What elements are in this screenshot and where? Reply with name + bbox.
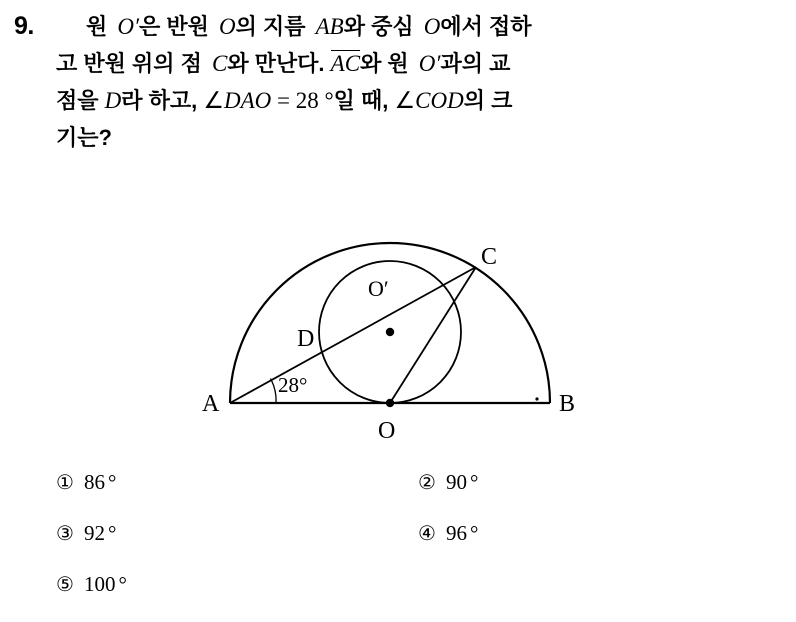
choice-3[interactable] <box>56 521 116 546</box>
q2-seg1: 고 반원 위의 점 <box>56 51 208 76</box>
label-o-prime: O′ <box>368 276 389 301</box>
q1-seg2: 은 반원 <box>139 14 216 39</box>
q2-math-oprime: O′ <box>418 51 441 76</box>
choice-3-unit: ° <box>107 521 117 545</box>
choice-4-value: 96 <box>445 521 467 545</box>
q1-math-oprime: O′ <box>117 14 140 39</box>
label-c: C <box>481 244 498 270</box>
question-line-4 <box>56 119 772 156</box>
point-o-dot <box>386 399 394 407</box>
q1-math-ab: AB <box>315 14 344 39</box>
q3-math-d: D <box>104 88 122 113</box>
choice-5-marker: ⑤ <box>56 574 74 596</box>
choice-1-value: 86 <box>83 470 105 494</box>
geometry-figure <box>150 196 650 446</box>
point-o-prime-dot <box>386 328 394 336</box>
question-number: 9. <box>14 12 34 40</box>
choice-1-unit: ° <box>107 470 117 494</box>
choice-3-marker: ③ <box>56 523 74 545</box>
question-line-1 <box>56 8 772 45</box>
figure-svg <box>150 196 650 446</box>
choice-1-marker: ① <box>56 472 74 494</box>
choice-5-value: 100 <box>83 572 116 596</box>
question-text <box>56 8 772 156</box>
q3-seg3: 일 때, <box>333 88 395 113</box>
q4-seg1: 기는? <box>56 125 112 150</box>
choice-1[interactable] <box>56 470 116 495</box>
q3-math-cod: COD <box>415 88 464 113</box>
q3-seg1: 점을 <box>56 88 105 113</box>
line-oc <box>390 267 476 403</box>
label-angle-28: 28° <box>278 373 308 397</box>
q3-angle-sym-1: ∠ <box>203 88 224 113</box>
label-b: B <box>559 391 576 417</box>
q2-seg2: 와 만난다. <box>227 51 331 76</box>
angle-arc-a <box>271 379 277 404</box>
q1-math-o: O <box>219 14 236 39</box>
q3-seg2: 라 하고, <box>121 88 204 113</box>
label-o: O <box>378 418 396 444</box>
q1-seg1: 원 <box>86 14 114 39</box>
choice-4-unit: ° <box>469 521 479 545</box>
q1-seg3: 의 지름 <box>235 14 312 39</box>
choice-5-unit: ° <box>118 572 127 596</box>
choice-4[interactable] <box>418 521 478 546</box>
q1-seg4: 와 중심 <box>343 14 420 39</box>
choice-3-value: 92 <box>83 521 105 545</box>
q2-seg3: 와 원 <box>360 51 415 76</box>
choice-4-marker: ④ <box>418 523 436 545</box>
q1-seg5: 에서 접하 <box>440 14 532 39</box>
label-d: D <box>297 326 315 352</box>
choice-2-value: 90 <box>445 470 467 494</box>
label-a: A <box>202 391 220 417</box>
tick-near-b <box>535 397 538 400</box>
q2-math-c: C <box>211 51 228 76</box>
q2-math-segment-ac: AC <box>330 51 361 76</box>
q3-angle-sym-2: ∠ <box>394 88 416 113</box>
choice-2[interactable] <box>418 470 478 495</box>
question-line-2 <box>56 45 772 82</box>
choice-2-marker: ② <box>418 472 436 494</box>
q3-math-dao: DAO <box>223 88 272 113</box>
choice-2-unit: ° <box>469 470 479 494</box>
q1-math-o2: O <box>423 14 441 39</box>
question-line-3 <box>56 82 772 119</box>
q3-seg4: 의 크 <box>463 88 513 113</box>
choice-5[interactable] <box>56 572 127 597</box>
q2-seg4: 과의 교 <box>440 51 511 76</box>
q3-math-eq28: = 28 ° <box>271 88 334 113</box>
